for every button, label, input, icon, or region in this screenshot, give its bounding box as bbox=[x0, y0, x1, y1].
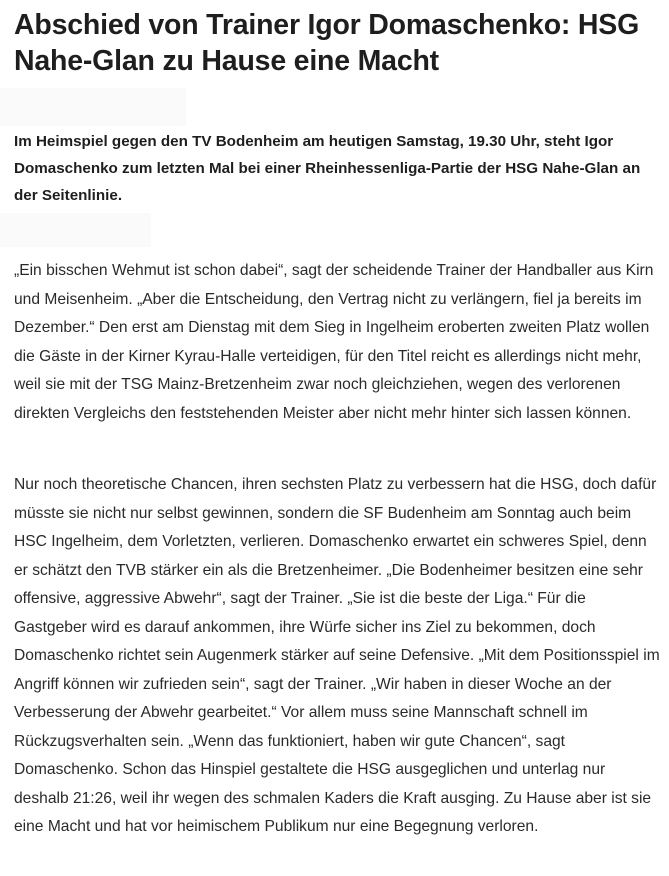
article-paragraph-1: „Ein bisschen Wehmut ist schon dabei“, sagt der scheidende Trainer der Handballer aus Kirn und Meisenheim. „Aber die Entscheidung, den Vertrag nicht zu verlängern, fiel ja bereits im Dezember.“ Den erst am Dienstag mit dem Sieg in Ingelheim eroberten zweiten Platz wollen die Gäste in der Kirner Kyrau-Halle verteidigen, für den Titel reicht es allerdings nicht mehr, weil sie mit der TSG Mainz-Bretzenheim zwar noch gleichziehen, wegen des verlorenen direkten Vergleichs den feststehenden Meister aber nicht mehr hinter sich lassen können. bbox=[14, 262, 654, 422]
ad-placeholder-top bbox=[0, 88, 186, 126]
article-paragraph-2: Nur noch theoretische Chancen, ihren sechsten Platz zu verbessern hat die HSG, doch dafür müsste sie nicht nur selbst gewinnen, sondern die SF Budenheim am Sonntag auch beim HSC Ingelheim, dem Vorletzten, verlieren. Domaschenko erwartet ein schweres Spiel, denn er schätzt den TVB stärker ein als die Bretzenheimer. „Die Bodenheimer besitzen eine sehr offensive, aggressive Abwehr“, sagt der Trainer. „Sie ist die beste der Liga.“ Für die Gastgeber wird es darauf ankommen, ihre Würfe sicher ins Ziel zu bekommen, doch Domaschenko richtet sein Augenmerk stärker auf seine Defensive. „Mit dem Positionsspiel im Angriff können wir zufrieden sein“, sagt der Trainer. „Wir haben in dieser Woche an der Verbesserung der Abwehr gearbeitet.“ Vor allem muss seine Mannschaft schnell im Rückzugsverhalten sein. „Wenn das funktioniert, haben wir gute Chancen“, sagt Domaschenko. Schon das Hinspiel gestaltete die HSG ausgeglichen und unterlag nur deshalb 21:26, weil ihr wegen des schmalen Kaders die Kraft ausging. Zu Hause aber ist sie eine Macht und hat vor heimischem Publikum nur eine Begegnung verloren. bbox=[14, 476, 660, 835]
article-headline: Abschied von Trainer Igor Domaschenko: HSG Nahe-Glan zu Hause eine Macht bbox=[14, 9, 640, 77]
article-lead: Im Heimspiel gegen den TV Bodenheim am heutigen Samstag, 19.30 Uhr, steht Igor Domaschenko zum letzten Mal bei einer Rheinhessenliga-Partie der HSG Nahe-Glan an der Seitenlinie. bbox=[14, 133, 641, 204]
ad-placeholder-middle bbox=[0, 213, 151, 247]
